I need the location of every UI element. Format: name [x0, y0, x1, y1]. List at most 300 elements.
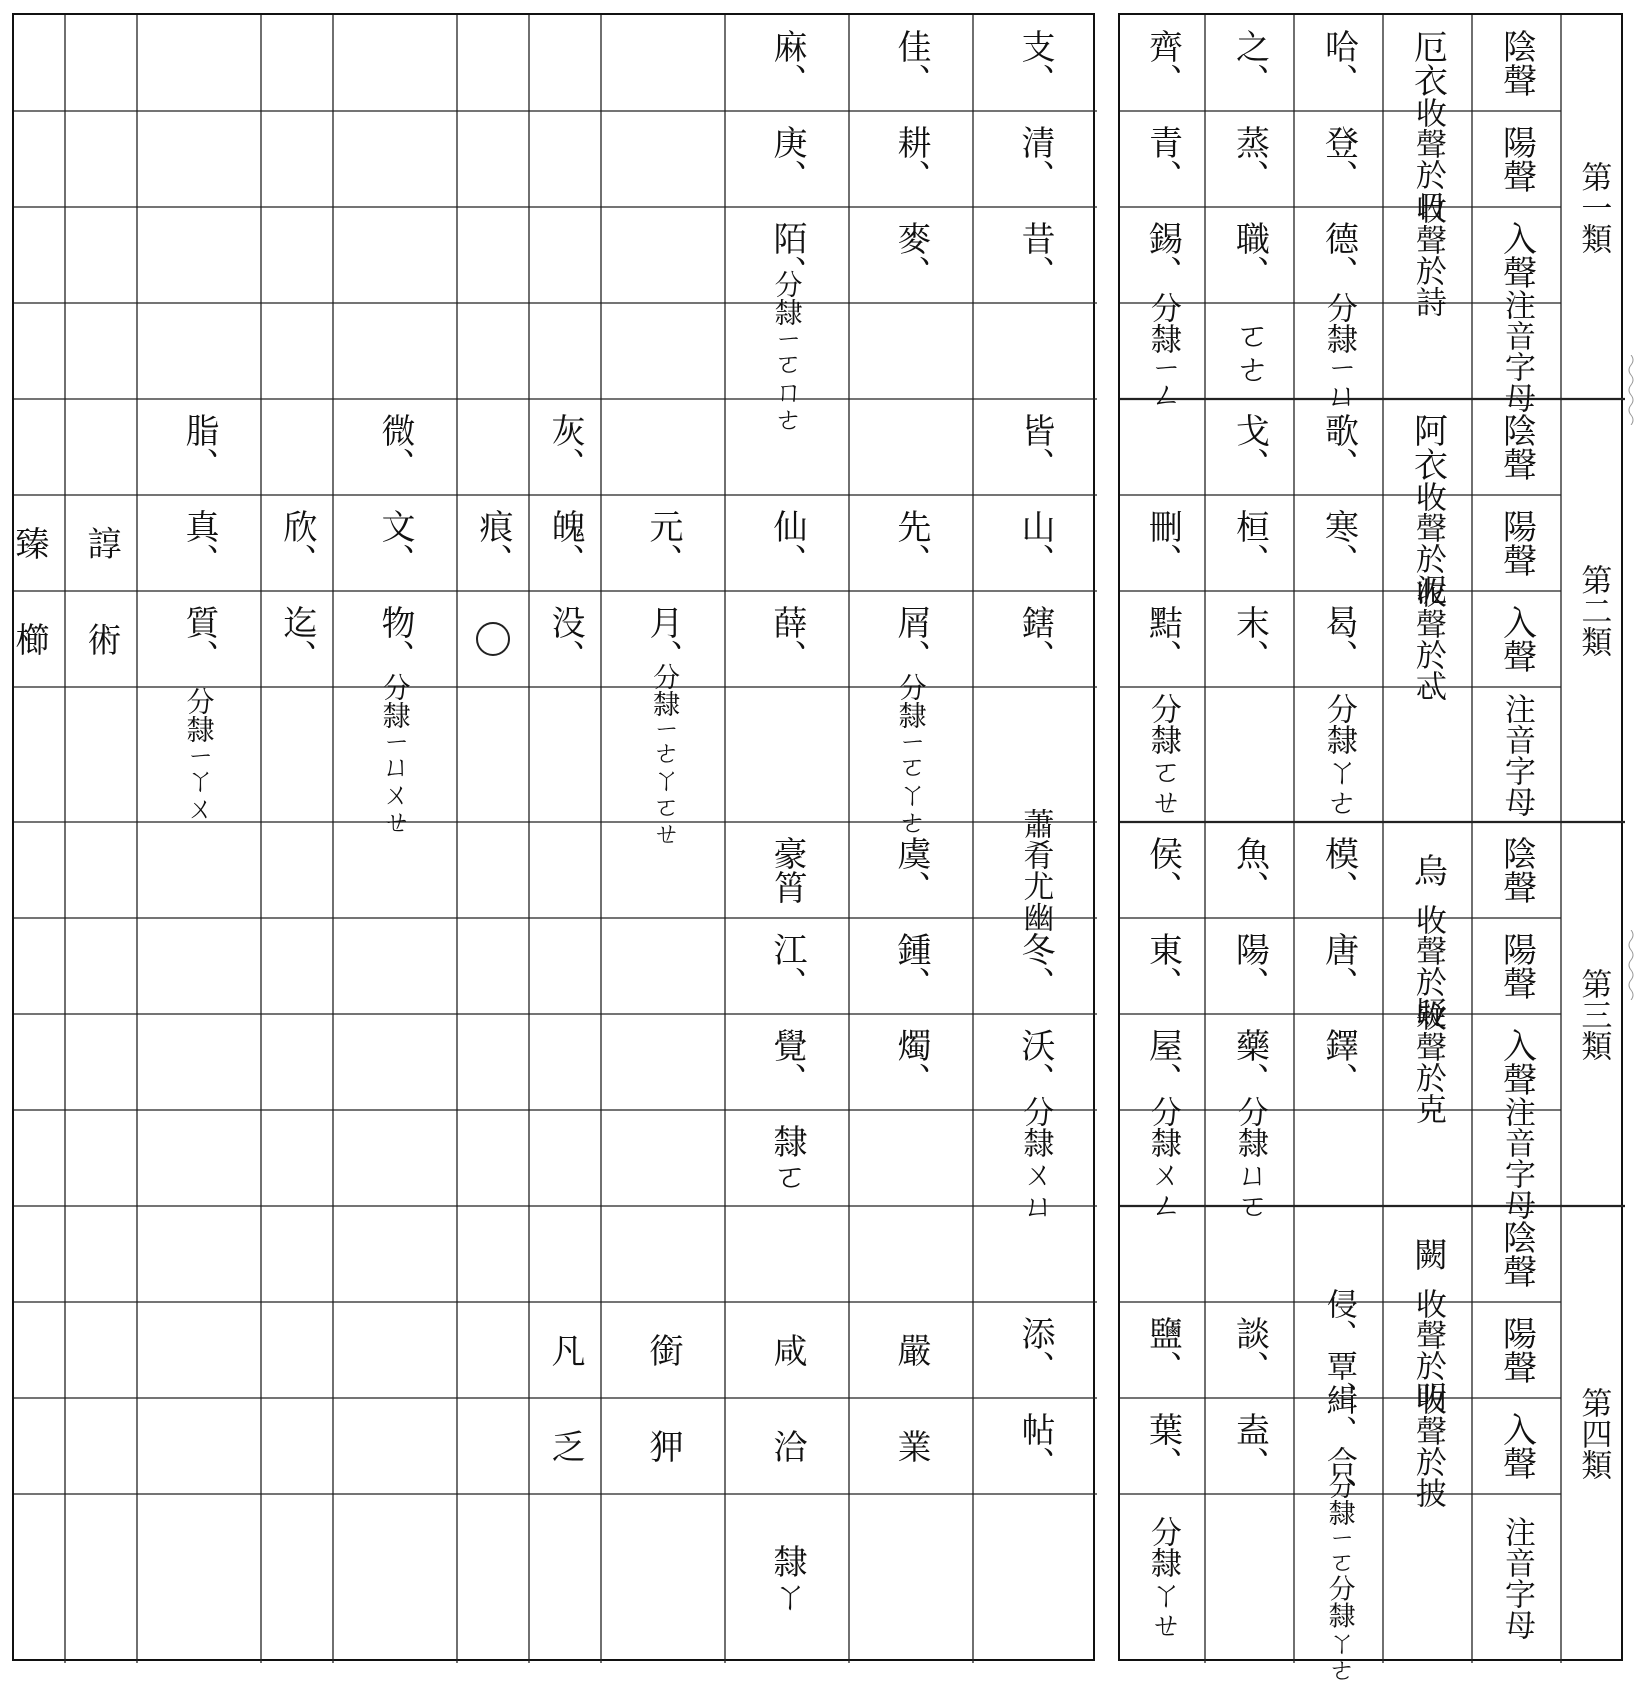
left-cell-text: 分隸ㄨㄩ — [1017, 1096, 1054, 1220]
right-cell-text: 哈、 — [1318, 29, 1359, 97]
left-cell — [457, 822, 529, 918]
row-heading — [1472, 1494, 1561, 1661]
row-heading — [1472, 495, 1561, 591]
left-cell — [601, 399, 725, 495]
rime-cell — [1383, 193, 1472, 317]
right-cell — [1205, 1096, 1294, 1220]
right-cell — [1120, 822, 1205, 918]
left-cell-text: 迄、 — [277, 605, 318, 673]
left-cell — [849, 303, 973, 399]
row-heading-text: 陰聲 — [1496, 413, 1537, 481]
right-cell — [1205, 15, 1294, 111]
left-cell — [333, 399, 457, 495]
left-cell-text: 山、 — [1015, 509, 1056, 577]
left-cell — [601, 15, 725, 111]
left-cell — [529, 1014, 601, 1110]
right-cell-text: 青、 — [1142, 125, 1183, 193]
left-cell — [137, 1494, 261, 1661]
left-cell — [137, 687, 261, 822]
right-cell — [1120, 495, 1205, 591]
left-cell — [333, 303, 457, 399]
rime-cell-text: 收聲於忒 — [1409, 577, 1446, 701]
left-cell-text: 灰、 — [545, 413, 586, 481]
left-cell — [0, 591, 65, 687]
left-cell — [137, 918, 261, 1014]
left-cell — [725, 1494, 849, 1661]
row-heading-text: 陰聲 — [1496, 1220, 1537, 1288]
left-cell — [65, 822, 137, 918]
left-cell-text: 凡 — [545, 1333, 586, 1367]
left-cell — [849, 822, 973, 918]
left-cell-text: 昔、 — [1015, 221, 1056, 289]
left-cell — [457, 591, 529, 687]
left-cell — [601, 1206, 725, 1302]
left-cell-text: 物、 — [375, 605, 416, 673]
category-label-text: 第三類 — [1575, 967, 1612, 1061]
left-cell — [849, 1110, 973, 1206]
left-cell-text: 没、 — [545, 605, 586, 673]
left-cell — [973, 1206, 1097, 1302]
row-heading-text: 入聲 — [1496, 605, 1537, 673]
right-cell — [1205, 207, 1294, 303]
rime-cell-text: 厄衣 — [1407, 29, 1448, 97]
left-cell-text: 業 — [891, 1429, 932, 1463]
left-cell — [0, 303, 65, 399]
left-cell-text: 文、 — [375, 509, 416, 577]
right-cell — [1205, 1494, 1294, 1661]
rime-cell-text: 收聲於明 — [1409, 1288, 1446, 1412]
right-cell-text: 鐸、 — [1318, 1028, 1359, 1096]
left-cell — [0, 495, 65, 591]
left-cell-text: 分隸ㄧㄛㄚㄜ — [894, 673, 928, 836]
left-cell — [333, 1206, 457, 1302]
row-heading-text: 陽聲 — [1496, 125, 1537, 193]
rime-cell — [1383, 303, 1472, 399]
category-label-text: 第二類 — [1575, 564, 1612, 657]
left-cell — [333, 111, 457, 207]
right-cell — [1294, 687, 1383, 822]
left-cell-text: 鍾、 — [891, 932, 932, 1000]
right-cell — [1294, 15, 1383, 111]
left-cell — [725, 918, 849, 1014]
left-cell-text: 乏 — [545, 1429, 586, 1463]
left-cell — [529, 495, 601, 591]
left-cell — [137, 1398, 261, 1494]
left-cell — [457, 303, 529, 399]
left-cell — [0, 111, 65, 207]
left-cell — [529, 1206, 601, 1302]
right-cell-text: 分隸ㄛㄝ — [1144, 692, 1181, 817]
rime-cell — [1383, 1000, 1472, 1124]
left-cell-text: 皆、 — [1015, 413, 1056, 481]
left-cell — [601, 1302, 725, 1398]
left-cell — [65, 918, 137, 1014]
left-cell — [725, 1110, 849, 1206]
left-cell — [65, 15, 137, 111]
right-cell — [1294, 1110, 1383, 1206]
right-cell — [1294, 591, 1383, 687]
right-cell — [1205, 399, 1294, 495]
left-cell — [725, 1398, 849, 1494]
left-cell — [65, 1398, 137, 1494]
left-cell — [849, 1302, 973, 1398]
left-cell-text: 洽 — [767, 1429, 808, 1463]
left-cell — [529, 1302, 601, 1398]
left-cell — [973, 918, 1097, 1014]
right-cell-text: 分隸ㄚㄝ — [1144, 1515, 1181, 1640]
left-cell-text: 隸ㄛ — [767, 1124, 808, 1192]
left-cell — [261, 1206, 333, 1302]
left-cell — [0, 822, 65, 918]
right-cell-text: 侯、 — [1142, 836, 1183, 904]
rime-cell-text: 收聲於披 — [1409, 1384, 1446, 1508]
left-cell-text: 分隸ㄧㄩㄨㄝ — [378, 673, 412, 836]
row-heading-text: 注音字母 — [1498, 692, 1535, 817]
right-cell — [1120, 1494, 1205, 1661]
left-cell-text: 蕭肴尤幽 — [1017, 808, 1054, 932]
left-cell — [0, 399, 65, 495]
left-cell — [529, 303, 601, 399]
left-cell — [137, 111, 261, 207]
wavy-mark-bottom — [1626, 930, 1636, 1000]
rime-cell-text: 阿衣 — [1407, 413, 1448, 481]
right-cell — [1120, 1206, 1205, 1302]
left-cell — [457, 111, 529, 207]
left-cell — [65, 207, 137, 303]
rime-cell-text: 收聲於日 — [1409, 97, 1446, 221]
category-label-text: 第四類 — [1575, 1387, 1612, 1480]
left-cell — [65, 303, 137, 399]
left-cell — [457, 15, 529, 111]
left-cell — [529, 1110, 601, 1206]
left-cell-text: 諄 — [81, 526, 122, 560]
left-cell-text: 術 — [81, 622, 122, 656]
left-cell — [601, 1398, 725, 1494]
rime-cell — [1383, 1494, 1472, 1661]
left-cell — [333, 822, 457, 918]
right-cell-text: 曷、 — [1318, 605, 1359, 673]
row-heading — [1472, 1398, 1561, 1494]
right-cell-text: 末、 — [1229, 605, 1270, 673]
left-cell — [849, 399, 973, 495]
left-cell — [973, 111, 1097, 207]
right-cell — [1294, 822, 1383, 918]
right-cell-text: 東、 — [1142, 932, 1183, 1000]
right-cell-text: 登、 — [1318, 125, 1359, 193]
left-cell — [529, 111, 601, 207]
left-cell — [457, 1494, 529, 1661]
rime-cell — [1383, 577, 1472, 701]
left-cell-text: 庚、 — [767, 125, 808, 193]
right-cell-text: 齊、 — [1142, 29, 1183, 97]
left-cell — [261, 822, 333, 918]
left-cell — [849, 495, 973, 591]
row-heading — [1472, 289, 1561, 413]
left-cell — [333, 1494, 457, 1661]
left-cell — [601, 111, 725, 207]
left-cell — [0, 1302, 65, 1398]
left-cell-text: 月、 — [643, 605, 684, 673]
left-cell-text: 覺、 — [767, 1028, 808, 1096]
right-cell — [1120, 207, 1205, 303]
right-cell — [1120, 687, 1205, 822]
right-cell — [1205, 1302, 1294, 1398]
category-label — [1561, 1206, 1625, 1661]
left-cell — [261, 918, 333, 1014]
right-cell — [1120, 399, 1205, 495]
row-heading-text: 入聲 — [1496, 1028, 1537, 1096]
right-cell-text: 之、 — [1229, 29, 1270, 97]
left-cell — [137, 399, 261, 495]
rime-cell-text: 烏 — [1407, 853, 1448, 887]
right-cell-text: 分隸ㄧㄩ — [1320, 292, 1357, 410]
left-cell — [0, 1110, 65, 1206]
right-cell — [1205, 1398, 1294, 1494]
left-cell — [333, 1014, 457, 1110]
left-cell — [65, 1302, 137, 1398]
left-cell — [333, 673, 457, 836]
left-cell — [849, 1206, 973, 1302]
row-heading-text: 陰聲 — [1496, 29, 1537, 97]
left-cell — [601, 495, 725, 591]
left-cell — [601, 918, 725, 1014]
left-cell — [65, 399, 137, 495]
category-label-text: 第一類 — [1575, 160, 1612, 254]
category-label — [1561, 399, 1625, 822]
left-cell — [601, 303, 725, 399]
right-cell-text: 戈、 — [1229, 413, 1270, 481]
left-cell — [529, 822, 601, 918]
left-cell — [529, 687, 601, 822]
left-cell — [849, 1494, 973, 1661]
row-heading — [1472, 111, 1561, 207]
right-cell — [1294, 918, 1383, 1014]
category-label — [1561, 15, 1625, 399]
right-cell — [1205, 495, 1294, 591]
left-cell — [601, 1110, 725, 1206]
left-cell-text: 虞、 — [891, 836, 932, 904]
left-cell — [725, 1206, 849, 1302]
left-cell — [0, 918, 65, 1014]
left-cell — [0, 1014, 65, 1110]
left-cell — [725, 269, 849, 433]
left-cell-text: 清、 — [1015, 125, 1056, 193]
right-cell-text: 魚、 — [1229, 836, 1270, 904]
left-cell — [137, 303, 261, 399]
left-cell — [0, 1398, 65, 1494]
left-cell — [261, 1494, 333, 1661]
left-cell — [725, 822, 849, 918]
left-cell — [529, 918, 601, 1014]
left-cell — [261, 495, 333, 591]
left-cell-text: 欣、 — [277, 509, 318, 577]
rime-cell — [1383, 1384, 1472, 1508]
left-cell — [973, 1494, 1097, 1661]
left-cell-text: 沃、 — [1015, 1028, 1056, 1096]
left-cell — [973, 687, 1097, 822]
left-cell-text: 銜 — [643, 1333, 684, 1367]
left-cell-text: 帖、 — [1015, 1412, 1056, 1480]
left-cell — [457, 1110, 529, 1206]
left-cell — [333, 918, 457, 1014]
left-cell-text: 先、 — [891, 509, 932, 577]
left-cell — [65, 111, 137, 207]
left-cell-text: 冬、 — [1015, 932, 1056, 1000]
left-cell — [137, 15, 261, 111]
row-heading — [1472, 591, 1561, 687]
left-cell — [601, 207, 725, 303]
left-cell — [725, 591, 849, 687]
left-cell — [0, 1206, 65, 1302]
right-cell — [1205, 591, 1294, 687]
right-cell — [1120, 591, 1205, 687]
left-cell — [973, 15, 1097, 111]
rime-cell-text: 收聲於泥 — [1409, 481, 1446, 605]
row-heading-text: 陽聲 — [1496, 1316, 1537, 1384]
row-heading-text: 注音字母 — [1498, 1096, 1535, 1220]
left-cell-text: 嚴 — [891, 1333, 932, 1367]
left-cell — [261, 303, 333, 399]
left-cell-text: 薛、 — [767, 605, 808, 673]
row-heading — [1472, 822, 1561, 918]
row-heading-text: 入聲 — [1496, 221, 1537, 289]
left-cell — [457, 399, 529, 495]
right-cell-text: 刪、 — [1142, 509, 1183, 577]
left-cell — [261, 15, 333, 111]
right-cell-text: 錫、 — [1142, 221, 1183, 289]
right-cell — [1294, 1472, 1383, 1683]
right-cell-text: 蒸、 — [1229, 125, 1270, 193]
left-cell — [849, 918, 973, 1014]
category-label — [1561, 822, 1625, 1206]
left-cell — [973, 808, 1097, 932]
left-cell — [261, 1398, 333, 1494]
left-cell — [849, 1398, 973, 1494]
right-cell — [1294, 1014, 1383, 1110]
left-cell-text: 仙、 — [767, 509, 808, 577]
left-cell — [457, 1398, 529, 1494]
right-cell-text: 分隸ㄧㄥ — [1144, 292, 1181, 410]
left-cell — [725, 111, 849, 207]
left-cell — [0, 687, 65, 822]
left-cell — [973, 207, 1097, 303]
row-heading-text: 注音字母 — [1498, 289, 1535, 413]
left-cell — [973, 303, 1097, 399]
left-cell — [529, 1494, 601, 1661]
right-cell — [1205, 918, 1294, 1014]
rime-cell — [1383, 687, 1472, 822]
left-cell — [601, 1494, 725, 1661]
right-cell — [1294, 399, 1383, 495]
left-cell-text: 痕、 — [473, 509, 514, 577]
left-cell-text: 鎋、 — [1015, 605, 1056, 673]
left-cell — [529, 591, 601, 687]
right-cell-text: 桓、 — [1229, 509, 1270, 577]
right-cell-text: 陽、 — [1229, 932, 1270, 1000]
left-cell-text: 燭、 — [891, 1028, 932, 1096]
right-cell — [1120, 1302, 1205, 1398]
left-cell-text: 分隸ㄧㄛㄇㄜ — [770, 269, 804, 433]
right-cell-text: 藥、 — [1229, 1028, 1270, 1096]
left-cell — [457, 1014, 529, 1110]
left-cell — [261, 207, 333, 303]
left-cell — [261, 687, 333, 822]
row-heading-text: 陰聲 — [1496, 836, 1537, 904]
left-cell-text: 佳、 — [891, 29, 932, 97]
rime-cell-text: 收聲於克 — [1409, 1000, 1446, 1124]
left-cell — [849, 1014, 973, 1110]
right-cell-text: 侵、覃、 — [1320, 1288, 1357, 1412]
right-cell-text: 模、 — [1318, 836, 1359, 904]
left-table — [9, 13, 1095, 1661]
left-cell-text: 分隸ㄧㄚㄨ — [182, 687, 216, 822]
left-cell — [849, 111, 973, 207]
right-cell — [1294, 495, 1383, 591]
right-cell — [1205, 303, 1294, 399]
left-cell — [333, 15, 457, 111]
left-cell — [529, 399, 601, 495]
left-cell-text: 元、 — [643, 509, 684, 577]
left-cell-text: 分隸ㄧㄜㄚㄛㄝ — [648, 662, 680, 847]
right-cell-text: 葉、 — [1142, 1412, 1183, 1480]
left-cell — [65, 1206, 137, 1302]
left-cell — [137, 1110, 261, 1206]
rime-cell-text: 闕 — [1407, 1237, 1448, 1271]
left-cell — [457, 495, 529, 591]
left-cell — [973, 399, 1097, 495]
right-cell-text: 黠、 — [1142, 605, 1183, 673]
left-cell — [137, 495, 261, 591]
right-cell — [1205, 1206, 1294, 1302]
right-cell-text: 分隸ㄩㄛ — [1231, 1096, 1268, 1220]
left-cell — [137, 1014, 261, 1110]
left-cell-text: 江、 — [767, 932, 808, 1000]
rime-cell-text: 收聲於疑 — [1409, 904, 1446, 1028]
left-cell — [529, 15, 601, 111]
left-cell — [333, 1398, 457, 1494]
right-cell-text: 談、 — [1229, 1316, 1270, 1384]
left-cell — [457, 1206, 529, 1302]
left-cell — [601, 1014, 725, 1110]
left-cell — [261, 591, 333, 687]
right-table — [1118, 13, 1623, 1683]
left-cell — [725, 1302, 849, 1398]
left-cell — [65, 1110, 137, 1206]
left-cell — [973, 1302, 1097, 1398]
left-cell-text: 咸 — [767, 1333, 808, 1367]
left-cell — [65, 687, 137, 822]
left-cell — [457, 1302, 529, 1398]
left-cell — [725, 495, 849, 591]
left-cell-text: 狎 — [643, 1429, 684, 1463]
left-cell — [0, 15, 65, 111]
right-cell-text: 歌、 — [1318, 413, 1359, 481]
left-cell — [137, 1302, 261, 1398]
left-cell — [0, 1494, 65, 1661]
left-cell-text: 魄、 — [545, 509, 586, 577]
right-cell — [1120, 1398, 1205, 1494]
right-cell — [1294, 207, 1383, 303]
left-cell — [261, 1110, 333, 1206]
right-cell — [1205, 822, 1294, 918]
left-cell — [65, 591, 137, 687]
right-cell-text: 分隸ㄧㄛ分隸ㄚㄜ — [1323, 1472, 1355, 1683]
right-cell — [1205, 687, 1294, 822]
left-cell-text: 屑、 — [891, 605, 932, 673]
left-cell — [333, 207, 457, 303]
right-cell-text: 鹽、 — [1142, 1316, 1183, 1384]
left-cell — [457, 687, 529, 822]
